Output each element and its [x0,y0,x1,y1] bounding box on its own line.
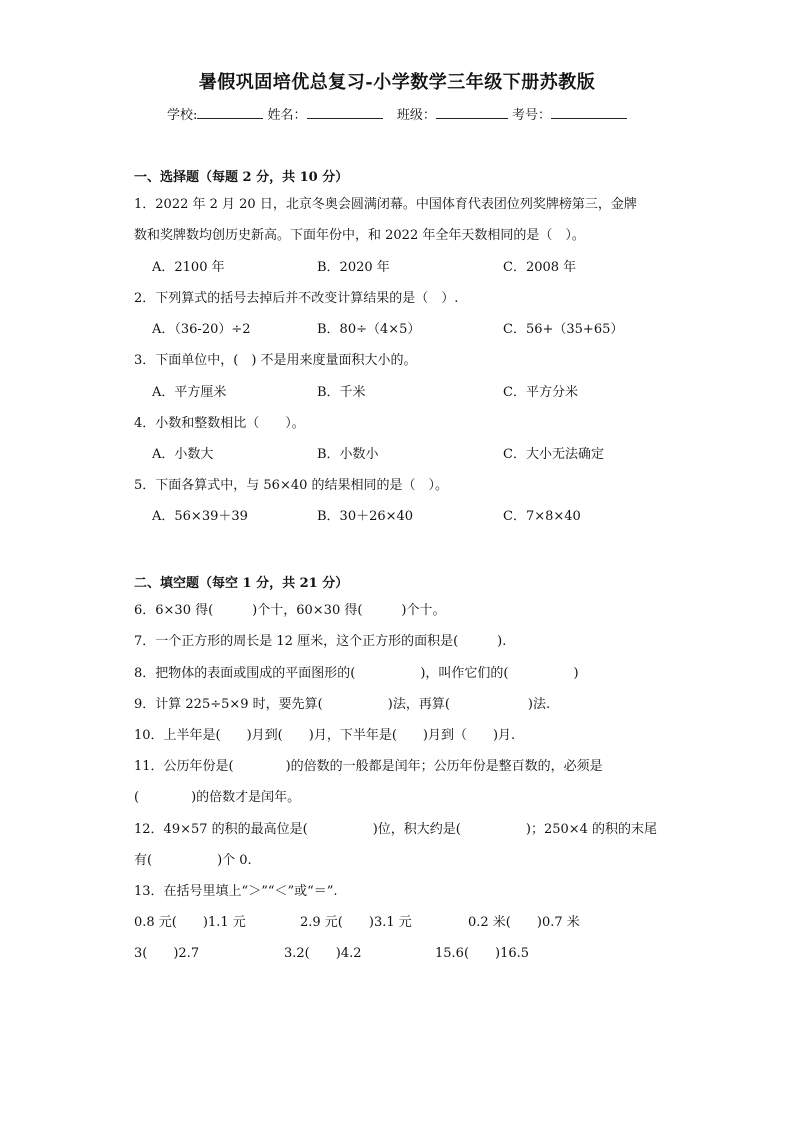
question-12-line-2: 有( )个 0. [134,853,252,868]
exam-no-label: 考号： [511,108,551,123]
question-5-option-a: A．56×39＋39 [152,509,248,524]
question-6-line: 6．6×30 得( )个十，60×30 得( )个十。 [134,603,446,618]
question-8-line: 8．把物体的表面或围成的平面图形的( )，叫作它们的( ) [134,666,579,681]
question-1-line-2: 数和奖牌数均创历史新高。下面年份中，和 2022 年全年天数相同的是（ ）。 [134,228,585,243]
compare-item-4: 3( )2.7 [134,946,200,961]
question-2-option-b: B．80÷（4×5） [317,322,421,337]
name-label: 姓名： [267,108,307,123]
question-2-option-a: A．（36-20）÷2 [152,322,251,337]
question-1-line-1: 1．2022 年 2 月 20 日，北京冬奥会圆满闭幕。中国体育代表团位列奖牌榜第三，金牌 [134,197,637,212]
compare-item-6: 15.6( )16.5 [435,946,530,961]
compare-item-2: 2.9 元( )3.1 元 [300,915,412,930]
compare-item-5: 3.2( )4.2 [284,946,362,961]
question-4-line: 4．小数和整数相比（ ）。 [134,416,305,431]
question-5-line: 5．下面各算式中，与 56×40 的结果相同的是（ ）。 [134,478,449,493]
class-label: 班级： [396,108,436,123]
exam-no-blank [551,106,627,119]
page-title: 暑假巩固培优总复习-小学数学三年级下册苏教版 [198,72,596,93]
question-5-option-c: C．7×8×40 [503,509,581,524]
question-2-line: 2．下列算式的括号去掉后并不改变计算结果的是（ ）. [134,291,459,306]
compare-item-1: 0.8 元( )1.1 元 [134,915,246,930]
question-4-option-b: B．小数小 [317,447,379,462]
question-13-line: 13．在括号里填上“＞”“＜”或“＝”. [134,884,338,899]
question-7-line: 7．一个正方形的周长是 12 厘米，这个正方形的面积是( ). [134,634,507,649]
question-11-line-1: 11．公历年份是( )的倍数的一般都是闰年；公历年份是整百数的，必须是 [134,759,603,774]
question-1-option-a: A．2100 年 [152,260,225,275]
question-3-option-a: A．平方厘米 [152,385,227,400]
school-blank [197,106,263,119]
question-3-line: 3．下面单位中，( ) 不是用来度量面积大小的。 [134,353,417,368]
question-4-option-a: A．小数大 [152,447,214,462]
question-1-option-b: B．2020 年 [317,260,390,275]
question-4-option-c: C．大小无法确定 [503,447,604,462]
question-3-option-b: B．千米 [317,385,366,400]
compare-item-3: 0.2 米( )0.7 米 [468,915,580,930]
question-11-line-2: ( )的倍数才是闰年。 [134,790,301,805]
section-fill-title: 二、填空题（每空 1 分，共 21 分） [134,576,349,591]
question-1-option-c: C．2008 年 [503,260,577,275]
name-blank [307,106,383,119]
class-blank [436,106,508,119]
question-2-option-c: C．56+（35+65） [503,322,624,337]
section-choice-title: 一、选择题（每题 2 分，共 10 分） [134,170,349,185]
question-5-option-b: B．30＋26×40 [317,509,414,524]
student-info-line [0,104,794,123]
question-9-line: 9．计算 225÷5×9 时，要先算( )法，再算( )法. [134,697,551,712]
question-12-line-1: 12．49×57 的积的最高位是( )位，积大约是( )；250×4 的积的末尾 [134,822,658,837]
question-3-option-c: C．平方分米 [503,385,578,400]
question-10-line: 10．上半年是( )月到( )月，下半年是( )月到（ )月. [134,728,516,743]
school-label: 学校: [167,108,198,123]
